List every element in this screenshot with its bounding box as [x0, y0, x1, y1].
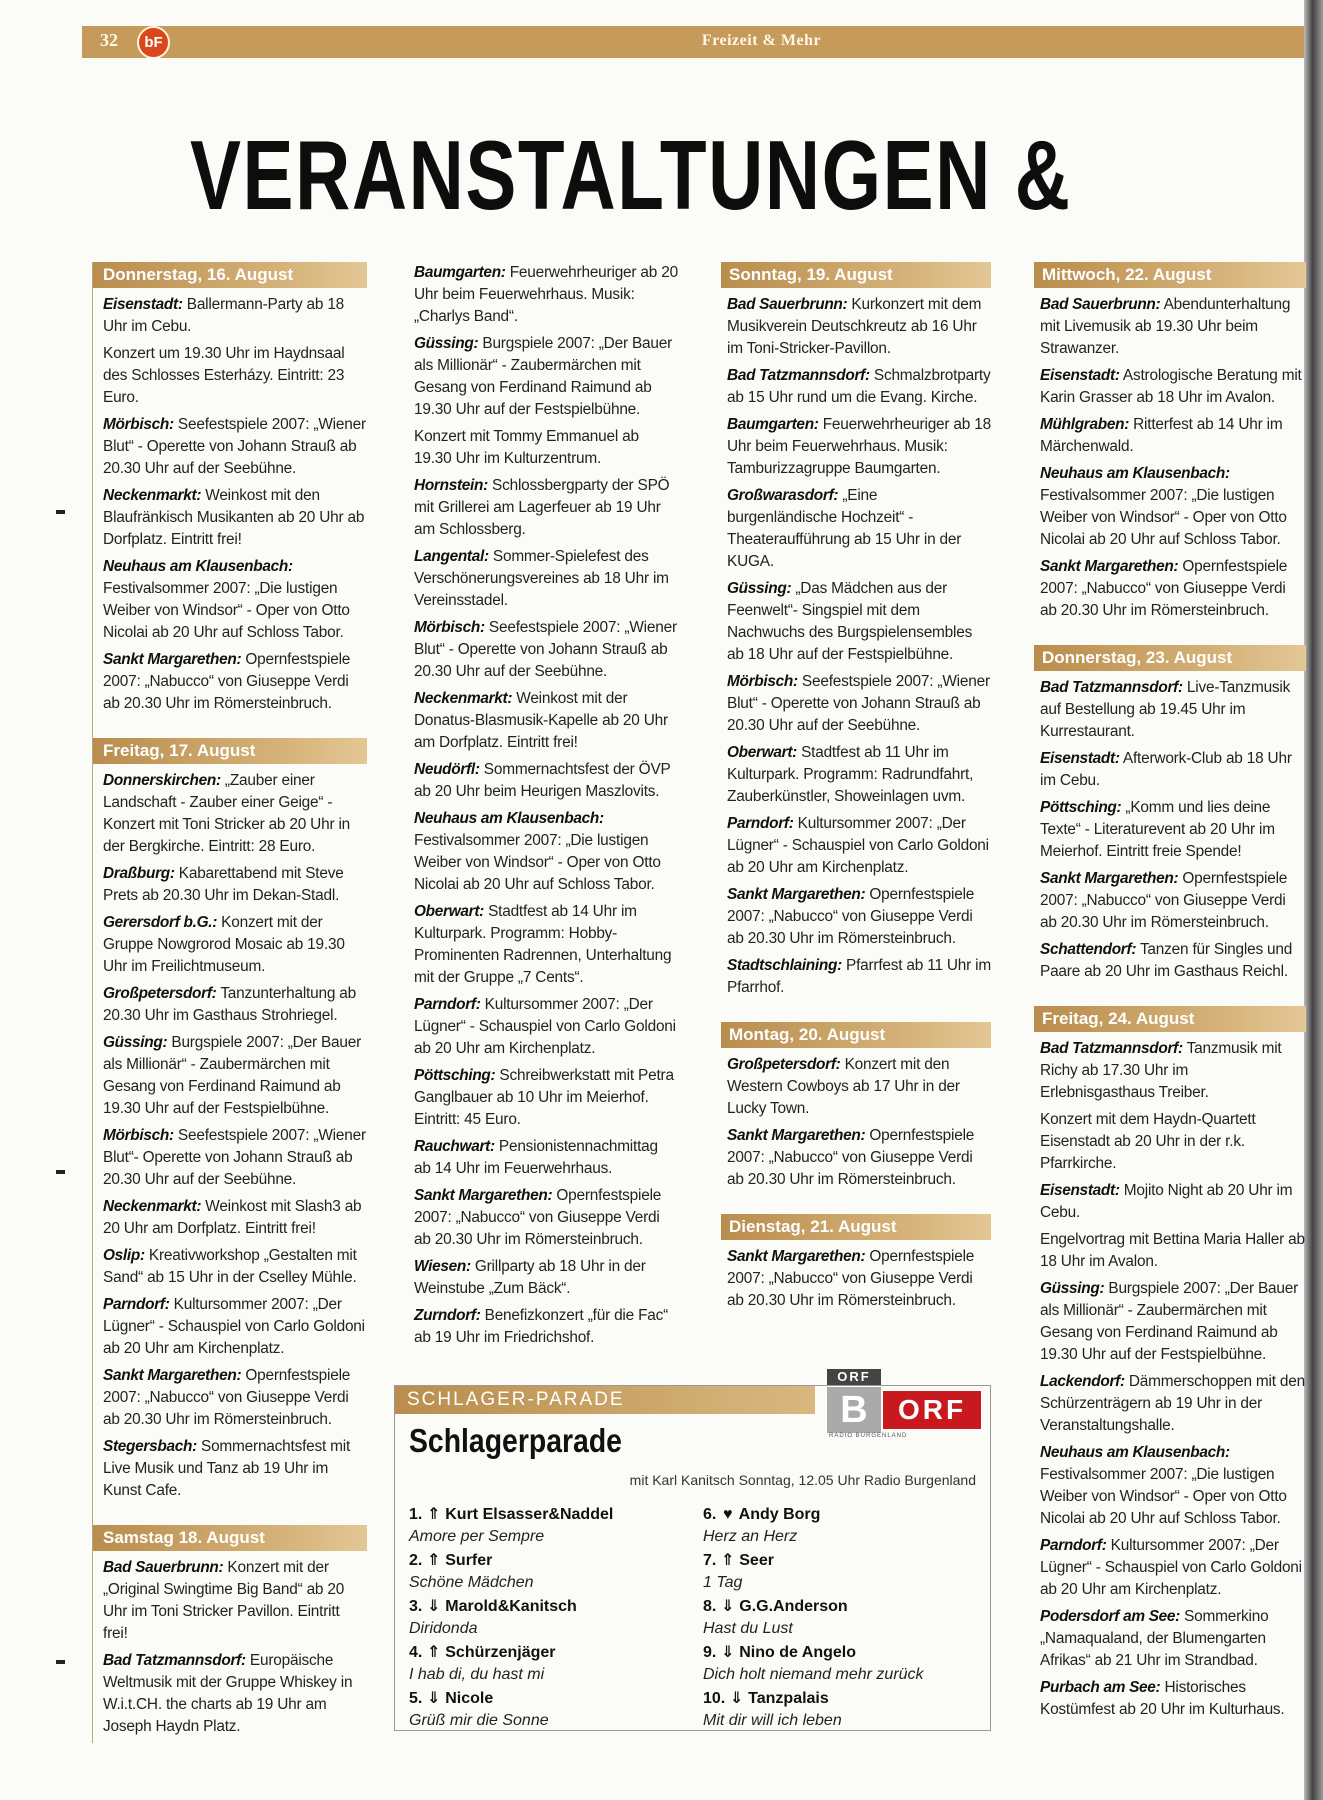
chart-artist: Kurt Elsasser&Naddel: [445, 1506, 614, 1523]
event-text: Pfarrfest ab 11 Uhr im Pfarrhof.: [727, 957, 991, 996]
event-entry: [1040, 1677, 1306, 1721]
event-text: „Eine burgenländische Hochzeit“ - Theateraufführung ab 15 Uhr in der KUGA.: [727, 487, 962, 570]
event-text: Seefestspiele 2007: „Wiener Blut“- Operette von Johann Strauß ab 20.30 Uhr auf der Seebühne.: [103, 1127, 366, 1188]
day-heading: Donnerstag, 16. August: [93, 262, 367, 288]
chart-entry-artist-line: [409, 1596, 689, 1618]
event-place: Baumgarten:: [414, 264, 506, 281]
event-text: Opernfestspiele 2007: „Nabucco“ von Giuseppe Verdi ab 20.30 Uhr im Römersteinbruch.: [727, 1127, 975, 1188]
page-number: 32: [100, 30, 118, 50]
chart-song: 1 Tag: [703, 1574, 743, 1591]
chart-entry-artist-line: [703, 1596, 983, 1618]
event-text: Festivalsommer 2007: „Die lustigen Weiber von Windsor“ - Oper von Otto Nicolai ab 20 Uhr auf Schloss Tabor.: [1040, 1466, 1287, 1527]
event-entry: [103, 1245, 367, 1289]
event-place: Parndorf:: [103, 1296, 170, 1313]
event-entry: [103, 912, 367, 978]
day-heading: Samstag 18. August: [93, 1525, 367, 1551]
event-entry: [727, 414, 991, 480]
event-entry: [103, 649, 367, 715]
trend-arrow-icon: ⇓: [427, 1598, 441, 1615]
event-entry: [1040, 463, 1306, 551]
event-place: Großpetersdorf:: [727, 1056, 841, 1073]
event-place: Draßburg:: [103, 865, 175, 882]
event-text: Live-Tanzmusik auf Bestellung ab 19.45 Uhr im Kurrestaurant.: [1040, 679, 1291, 740]
event-place: Parndorf:: [727, 815, 794, 832]
block-spacer: [1040, 627, 1306, 645]
margin-mark: [56, 1660, 65, 1664]
event-text: Kreativworkshop „Gestalten mit Sand“ ab 15 Uhr in der Cselley Mühle.: [103, 1247, 357, 1286]
event-place: Podersdorf am See:: [1040, 1608, 1180, 1625]
event-entry: [1040, 868, 1306, 934]
orf-logo-top: ORF: [827, 1369, 881, 1385]
schlager-subtitle: mit Karl Kanitsch Sonntag, 12.05 Uhr Radio Burgenland: [629, 1472, 976, 1488]
event-entry: [727, 485, 991, 573]
event-text: Opernfestspiele 2007: „Nabucco“ von Giuseppe Verdi ab 20.30 Uhr im Römersteinbruch.: [727, 1248, 975, 1309]
event-entry: [103, 1436, 367, 1502]
event-entry: [727, 1246, 991, 1312]
event-entry: [727, 578, 991, 666]
event-entry: [727, 884, 991, 950]
schlager-parade-box: [394, 1369, 991, 1731]
event-text: Feuerwehrheuriger ab 18 Uhr beim Feuerwehrhaus. Musik: Tamburizzagruppe Baumgarten.: [727, 416, 991, 477]
chart-list-right: [703, 1504, 983, 1734]
event-entry: [1040, 1038, 1306, 1104]
event-place: Sankt Margarethen:: [1040, 558, 1179, 575]
chart-entry-artist-line: [703, 1642, 983, 1664]
chart-rank: 3.: [409, 1598, 423, 1615]
chart-song: Herz an Herz: [703, 1528, 798, 1545]
chart-entry: [409, 1550, 689, 1596]
chart-artist: Marold&Kanitsch: [445, 1598, 577, 1615]
event-text: Tanzunterhaltung ab 20.30 Uhr im Gasthaus Strohriegel.: [103, 985, 356, 1024]
event-entry: [1040, 1278, 1306, 1366]
event-text: Pensionistennachmittag ab 14 Uhr im Feuerwehrhaus.: [414, 1138, 658, 1177]
page-binding: [1304, 0, 1323, 1800]
chart-artist: Tanzpalais: [748, 1690, 829, 1707]
chart-rank: 5.: [409, 1690, 423, 1707]
trend-arrow-icon: ⇓: [721, 1598, 735, 1615]
event-entry: [1040, 677, 1306, 743]
event-place: Donnerskirchen:: [103, 772, 221, 789]
event-text: Opernfestspiele 2007: „Nabucco“ von Giuseppe Verdi ab 20.30 Uhr im Römersteinbruch.: [103, 651, 351, 712]
event-text: Opernfestspiele 2007: „Nabucco“ von Giuseppe Verdi ab 20.30 Uhr im Römersteinbruch.: [103, 1367, 351, 1428]
event-entry: [414, 1185, 678, 1251]
orf-logo-caption: RADIO BURGENLAND: [829, 1433, 908, 1439]
event-text: Sommerkino „Namaqualand, der Blumengarten Afrikas“ ab 21 Uhr im Strandbad.: [1040, 1608, 1269, 1669]
event-place: Pöttsching:: [414, 1067, 496, 1084]
event-entry: [727, 813, 991, 879]
event-text: Schlossbergparty der SPÖ mit Grillerei am Lagerfeuer ab 19 Uhr am Schlossberg.: [414, 477, 670, 538]
event-place: Wiesen:: [414, 1258, 471, 1275]
event-entry: [1040, 748, 1306, 792]
orf-logo-letter: B: [827, 1387, 881, 1433]
event-place: Neuhaus am Klausenbach:: [1040, 1444, 1230, 1461]
event-text: Festivalsommer 2007: „Die lustigen Weiber von Windsor“ - Oper von Otto Nicolai ab 20 Uhr auf Schloss Tabor.: [1040, 487, 1287, 548]
event-text: Schreibwerkstatt mit Petra Ganglbauer ab 10 Uhr im Meierhof. Eintritt: 45 Euro.: [414, 1067, 674, 1128]
event-entry: [103, 556, 367, 644]
event-entry: [1040, 1180, 1306, 1224]
chart-artist: Seer: [739, 1552, 774, 1569]
chart-rank: 9.: [703, 1644, 717, 1661]
event-text: Sommer-Spielefest des Verschönerungsvereines ab 18 Uhr im Vereinsstadel.: [414, 548, 669, 609]
event-place: Bad Tatzmannsdorf:: [727, 367, 870, 384]
chart-artist: Nino de Angelo: [739, 1644, 856, 1661]
event-entry: [727, 1054, 991, 1120]
event-place: Mörbisch:: [414, 619, 485, 636]
block-spacer: [103, 720, 367, 738]
event-place: Mühlgraben:: [1040, 416, 1130, 433]
event-text: Burgspiele 2007: „Der Bauer als Millionär“ - Zaubermärchen mit Gesang von Ferdinand Raimund ab 19.30 Uhr auf der Festspielbühne.: [414, 335, 673, 418]
chart-rank: 1.: [409, 1506, 423, 1523]
chart-artist: G.G.Anderson: [739, 1598, 848, 1615]
event-entry: [103, 983, 367, 1027]
event-place: Bad Tatzmannsdorf:: [1040, 1040, 1183, 1057]
chart-entry-artist-line: [409, 1688, 689, 1710]
event-text: Kultursommer 2007: „Der Lügner“ - Schauspiel von Carlo Goldoni ab 20 Uhr am Kirchenplatz.: [103, 1296, 365, 1357]
event-text: Konzert mit der „Original Swingtime Big Band“ ab 20 Uhr im Toni Stricker Pavillon. Eintritt frei!: [103, 1559, 345, 1642]
event-entry: [1040, 797, 1306, 863]
event-place: Stadtschlaining:: [727, 957, 842, 974]
event-place: Lackendorf:: [1040, 1373, 1125, 1390]
chart-rank: 2.: [409, 1552, 423, 1569]
event-entry: [103, 1650, 367, 1738]
chart-entry-artist-line: [703, 1504, 983, 1526]
chart-entry: [703, 1596, 983, 1642]
chart-song: Amore per Sempre: [409, 1528, 545, 1545]
event-text: Weinkost mit Slash3 ab 20 Uhr am Dorfplatz. Eintritt frei!: [103, 1198, 362, 1237]
chart-entry: [703, 1688, 983, 1734]
event-text: Opernfestspiele 2007: „Nabucco“ von Giuseppe Verdi ab 20.30 Uhr im Römersteinbruch.: [1040, 870, 1288, 931]
chart-song: Diridonda: [409, 1620, 478, 1637]
event-text: Konzert mit der Gruppe Nowgrorod Mosaic ab 19.30 Uhr im Freilichtmuseum.: [103, 914, 345, 975]
chart-list-left: [409, 1504, 689, 1734]
event-text: Stadtfest ab 14 Uhr im Kulturpark. Programm: Hobby-Prominenten Radrennen, Unterhaltung mit der Gruppe „7 Cents“.: [414, 903, 672, 986]
day-heading: Mittwoch, 22. August: [1034, 262, 1306, 288]
event-place: Mörbisch:: [103, 1127, 174, 1144]
chart-artist: Schürzenjäger: [445, 1644, 556, 1661]
event-place: Bad Sauerbrunn:: [1040, 296, 1161, 313]
event-entry: [1040, 365, 1306, 409]
event-entry: [727, 742, 991, 808]
chart-entry-artist-line: [409, 1642, 689, 1664]
event-place: Sankt Margarethen:: [103, 651, 242, 668]
event-place: Neuhaus am Klausenbach:: [103, 558, 293, 575]
event-text: Konzert um 19.30 Uhr im Haydnsaal des Schlosses Esterházy. Eintritt: 23 Euro.: [103, 345, 345, 406]
trend-arrow-icon: ⇑: [427, 1644, 441, 1661]
chart-song: Dich holt niemand mehr zurück: [703, 1666, 924, 1683]
event-text: Burgspiele 2007: „Der Bauer als Millionär“ - Zaubermärchen mit Gesang von Ferdinand Raimund ab 19.30 Uhr auf der Festspielbühne.: [1040, 1280, 1299, 1363]
event-text: Engelvortrag mit Bettina Maria Haller ab 18 Uhr im Avalon.: [1040, 1231, 1305, 1270]
event-text: Stadtfest ab 11 Uhr im Kulturpark. Programm: Radrundfahrt, Zauberkünstler, Showeinlagen uvm.: [727, 744, 974, 805]
event-entry: [103, 1557, 367, 1645]
event-entry: [414, 759, 678, 803]
chart-entry: [409, 1688, 689, 1734]
event-place: Güssing:: [727, 580, 792, 597]
event-text: Opernfestspiele 2007: „Nabucco“ von Giuseppe Verdi ab 20.30 Uhr im Römersteinbruch.: [414, 1187, 662, 1248]
event-place: Oberwart:: [727, 744, 797, 761]
event-place: Sankt Margarethen:: [414, 1187, 553, 1204]
event-entry: [1040, 939, 1306, 983]
event-entry: [103, 1032, 367, 1120]
schlager-title: Schlagerparade: [409, 1422, 622, 1459]
event-entry: [414, 475, 678, 541]
chart-entry: [703, 1642, 983, 1688]
chart-song: Mit dir will ich leben: [703, 1712, 842, 1729]
event-place: Pöttsching:: [1040, 799, 1122, 816]
event-text: Konzert mit den Western Cowboys ab 17 Uhr in der Lucky Town.: [727, 1056, 960, 1117]
trend-arrow-icon: ⇓: [427, 1690, 441, 1707]
orf-logo-icon: [827, 1369, 987, 1441]
event-entry: [103, 343, 367, 409]
event-text: Mojito Night ab 20 Uhr im Cebu.: [1040, 1182, 1293, 1221]
block-spacer: [727, 1004, 991, 1022]
events-column-3: [727, 262, 991, 1317]
event-entry: [414, 994, 678, 1060]
chart-rank: 10.: [703, 1690, 726, 1707]
event-place: Parndorf:: [414, 996, 481, 1013]
event-place: Mörbisch:: [727, 673, 798, 690]
event-entry: [414, 901, 678, 989]
event-text: Ritterfest ab 14 Uhr im Märchenwald.: [1040, 416, 1283, 455]
trend-arrow-icon: ⇑: [427, 1506, 441, 1523]
event-place: Großpetersdorf:: [103, 985, 217, 1002]
chart-entry-artist-line: [703, 1550, 983, 1572]
event-entry: [727, 294, 991, 360]
event-text: Kultursommer 2007: „Der Lügner“ - Schauspiel von Carlo Goldoni ab 20 Uhr am Kirchenplatz.: [727, 815, 989, 876]
event-entry: [414, 617, 678, 683]
event-place: Hornstein:: [414, 477, 488, 494]
event-place: Bad Sauerbrunn:: [103, 1559, 224, 1576]
day-heading: Sonntag, 19. August: [721, 262, 991, 288]
event-place: Zurndorf:: [414, 1307, 481, 1324]
chart-rank: 7.: [703, 1552, 717, 1569]
chart-entry-artist-line: [703, 1688, 983, 1710]
chart-entry: [703, 1550, 983, 1596]
chart-entry: [409, 1642, 689, 1688]
event-entry: [1040, 1109, 1306, 1175]
event-text: Opernfestspiele 2007: „Nabucco“ von Giuseppe Verdi ab 20.30 Uhr im Römersteinbruch.: [727, 886, 975, 947]
event-place: Neckenmarkt:: [103, 487, 202, 504]
event-entry: [103, 863, 367, 907]
event-place: Güssing:: [414, 335, 479, 352]
event-place: Güssing:: [1040, 1280, 1105, 1297]
event-place: Sankt Margarethen:: [727, 886, 866, 903]
chart-artist: Nicole: [445, 1690, 494, 1707]
chart-song: I hab di, du hast mi: [409, 1666, 545, 1683]
event-text: Festivalsommer 2007: „Die lustigen Weiber von Windsor“ - Oper von Otto Nicolai ab 20 Uhr auf Schloss Tabor.: [414, 832, 661, 893]
event-place: Oslip:: [103, 1247, 145, 1264]
event-text: „Das Mädchen aus der Feenwelt“- Singspiel mit dem Nachwuchs des Burgspielensembles ab 18 Uhr auf der Festspielbühne.: [727, 580, 973, 663]
event-place: Eisenstadt:: [1040, 367, 1120, 384]
event-place: Sankt Margarethen:: [727, 1248, 866, 1265]
event-place: Parndorf:: [1040, 1537, 1107, 1554]
event-place: Neckenmarkt:: [414, 690, 513, 707]
event-text: Seefestspiele 2007: „Wiener Blut“ - Operette von Johann Strauß ab 20.30 Uhr auf der Seebühne.: [727, 673, 990, 734]
event-entry: [727, 1125, 991, 1191]
event-entry: [727, 671, 991, 737]
block-spacer: [727, 1196, 991, 1214]
event-entry: [103, 1196, 367, 1240]
event-text: Grillparty ab 18 Uhr in der Weinstube „Zum Bäck“.: [414, 1258, 646, 1297]
event-place: Neuhaus am Klausenbach:: [1040, 465, 1230, 482]
event-entry: [414, 808, 678, 896]
event-entry: [727, 955, 991, 999]
event-place: Eisenstadt:: [1040, 1182, 1120, 1199]
event-entry: [414, 688, 678, 754]
event-text: Kabarettabend mit Steve Prets ab 20.30 Uhr im Dekan-Stadl.: [103, 865, 344, 904]
margin-mark: [56, 510, 65, 514]
event-text: Festivalsommer 2007: „Die lustigen Weiber von Windsor“ - Oper von Otto Nicolai ab 20 Uhr auf Schloss Tabor.: [103, 580, 350, 641]
event-place: Langental:: [414, 548, 489, 565]
event-text: Seefestspiele 2007: „Wiener Blut“ - Operette von Johann Strauß ab 20.30 Uhr auf der Seebühne.: [103, 416, 366, 477]
event-entry: [1040, 1371, 1306, 1437]
event-entry: [414, 546, 678, 612]
chart-entry: [409, 1504, 689, 1550]
event-place: Purbach am See:: [1040, 1679, 1161, 1696]
event-entry: [727, 365, 991, 409]
trend-arrow-icon: ⇓: [721, 1644, 735, 1661]
chart-rank: 4.: [409, 1644, 423, 1661]
event-place: Stegersbach:: [103, 1438, 197, 1455]
section-title: Freizeit & Mehr: [701, 32, 822, 49]
events-column-1: [92, 262, 367, 1743]
block-spacer: [103, 1507, 367, 1525]
chart-rank: 6.: [703, 1506, 717, 1523]
event-entry: [1040, 1535, 1306, 1601]
margin-mark: [56, 1170, 65, 1174]
trend-arrow-icon: ♥: [723, 1506, 733, 1523]
event-entry: [103, 770, 367, 858]
event-place: Großwarasdorf:: [727, 487, 839, 504]
event-text: Burgspiele 2007: „Der Bauer als Millionär“ - Zaubermärchen mit Gesang von Ferdinand Raimund ab 19.30 Uhr auf der Festspielbühne.: [103, 1034, 362, 1117]
chart-song: Schöne Mädchen: [409, 1574, 534, 1591]
event-place: Oberwart:: [414, 903, 484, 920]
event-entry: [103, 1125, 367, 1191]
event-place: Gerersdorf b.G.:: [103, 914, 218, 931]
schlager-banner: SCHLAGER-PARADE: [395, 1386, 815, 1414]
event-entry: [1040, 556, 1306, 622]
event-text: Kultursommer 2007: „Der Lügner“ - Schauspiel von Carlo Goldoni ab 20 Uhr am Kirchenplatz.: [414, 996, 676, 1057]
event-text: Sommernachtsfest der ÖVP ab 20 Uhr beim Heurigen Maszlovits.: [414, 761, 671, 800]
events-column-2: [414, 262, 678, 1354]
event-place: Eisenstadt:: [1040, 750, 1120, 767]
event-entry: [1040, 414, 1306, 458]
event-entry: [414, 1136, 678, 1180]
event-place: Neudörfl:: [414, 761, 480, 778]
chart-song: Hast du Lust: [703, 1620, 793, 1637]
event-place: Sankt Margarethen:: [1040, 870, 1179, 887]
page-headline: VERANSTALTUNGEN &: [190, 120, 1072, 230]
event-entry: [1040, 1442, 1306, 1530]
event-place: Mörbisch:: [103, 416, 174, 433]
event-text: „Zauber einer Landschaft - Zauber einer Geige“ - Konzert mit Toni Stricker ab 20 Uhr in der Bergkirche. Eintritt: 28 Euro.: [103, 772, 351, 855]
trend-arrow-icon: ⇑: [427, 1552, 441, 1569]
event-entry: [414, 262, 678, 328]
event-entry: [103, 1294, 367, 1360]
event-text: Schmalzbrotparty ab 15 Uhr rund um die Evang. Kirche.: [727, 367, 991, 406]
day-heading: Montag, 20. August: [721, 1022, 991, 1048]
chart-artist: Andy Borg: [738, 1506, 821, 1523]
event-place: Bad Sauerbrunn:: [727, 296, 848, 313]
chart-song: Grüß mir die Sonne: [409, 1712, 549, 1729]
event-text: Opernfestspiele 2007: „Nabucco“ von Giuseppe Verdi ab 20.30 Uhr im Römersteinbruch.: [1040, 558, 1288, 619]
event-place: Schattendorf:: [1040, 941, 1137, 958]
event-text: Europäische Weltmusik mit der Gruppe Whiskey in W.i.t.CH. the charts ab 19 Uhr am Joseph Haydn Platz.: [103, 1652, 353, 1735]
day-heading: Donnerstag, 23. August: [1034, 645, 1306, 671]
chart-entry: [703, 1504, 983, 1550]
chart-entry-artist-line: [409, 1504, 689, 1526]
event-text: Afterwork-Club ab 18 Uhr im Cebu.: [1040, 750, 1292, 789]
event-text: Sommernachtsfest mit Live Musik und Tanz ab 19 Uhr im Kunst Cafe.: [103, 1438, 351, 1499]
event-text: Konzert mit Tommy Emmanuel ab 19.30 Uhr im Kulturzentrum.: [414, 428, 639, 467]
event-place: Neuhaus am Klausenbach:: [414, 810, 604, 827]
event-place: Bad Tatzmannsdorf:: [103, 1652, 246, 1669]
chart-artist: Surfer: [445, 1552, 493, 1569]
event-text: Weinkost mit den Blaufränkisch Musikanten ab 20 Uhr ab Dorfplatz. Eintritt frei!: [103, 487, 365, 548]
event-entry: [103, 485, 367, 551]
events-column-4: [1040, 262, 1306, 1726]
orf-logo-brand: ORF: [883, 1391, 981, 1429]
event-text: Dämmerschoppen mit den Schürzenträgern ab 19 Uhr in der Veranstaltungshalle.: [1040, 1373, 1305, 1434]
event-entry: [414, 1065, 678, 1131]
chart-rank: 8.: [703, 1598, 717, 1615]
event-text: Konzert mit dem Haydn-Quartett Eisenstadt ab 20 Uhr in der r.k. Pfarrkirche.: [1040, 1111, 1256, 1172]
event-text: Feuerwehrheuriger ab 20 Uhr beim Feuerwehrhaus. Musik: „Charlys Band“.: [414, 264, 678, 325]
event-text: Tanzmusik mit Richy ab 17.30 Uhr im Erlebnisgasthaus Treiber.: [1040, 1040, 1282, 1101]
magazine-logo-icon: bF: [137, 26, 170, 59]
event-entry: [414, 1305, 678, 1349]
event-place: Rauchwart:: [414, 1138, 495, 1155]
event-text: Astrologische Beratung mit Karin Grasser ab 18 Uhr im Avalon.: [1040, 367, 1302, 406]
event-entry: [103, 294, 367, 338]
event-place: Eisenstadt:: [103, 296, 183, 313]
block-spacer: [1040, 988, 1306, 1006]
event-text: „Komm und lies deine Texte“ - Literaturevent ab 20 Uhr im Meierhof. Eintritt freie Spende!: [1040, 799, 1275, 860]
event-text: Weinkost mit der Donatus-Blasmusik-Kapelle ab 20 Uhr am Dorfplatz. Eintritt frei!: [414, 690, 668, 751]
event-text: Kurkonzert mit dem Musikverein Deutschkreutz ab 16 Uhr im Toni-Stricker-Pavillon.: [727, 296, 982, 357]
event-place: Güssing:: [103, 1034, 168, 1051]
day-heading: Freitag, 24. August: [1034, 1006, 1306, 1032]
event-text: Historisches Kostümfest ab 20 Uhr im Kulturhaus.: [1040, 1679, 1285, 1718]
chart-entry: [409, 1596, 689, 1642]
trend-arrow-icon: ⇓: [730, 1690, 744, 1707]
event-entry: [103, 1365, 367, 1431]
event-text: Kultursommer 2007: „Der Lügner“ - Schauspiel von Carlo Goldoni ab 20 Uhr am Kirchenplatz.: [1040, 1537, 1302, 1598]
event-entry: [414, 1256, 678, 1300]
event-entry: [1040, 294, 1306, 360]
event-text: Ballermann-Party ab 18 Uhr im Cebu.: [103, 296, 345, 335]
event-entry: [414, 333, 678, 421]
event-text: Abendunterhaltung mit Livemusik ab 19.30 Uhr beim Strawanzer.: [1040, 296, 1291, 357]
event-place: Baumgarten:: [727, 416, 819, 433]
event-entry: [1040, 1606, 1306, 1672]
event-text: Tanzen für Singles und Paare ab 20 Uhr im Gasthaus Reichl.: [1040, 941, 1293, 980]
trend-arrow-icon: ⇑: [721, 1552, 735, 1569]
event-entry: [414, 426, 678, 470]
day-heading: Freitag, 17. August: [93, 738, 367, 764]
event-entry: [1040, 1229, 1306, 1273]
event-place: Sankt Margarethen:: [103, 1367, 242, 1384]
event-entry: [103, 414, 367, 480]
day-heading: Dienstag, 21. August: [721, 1214, 991, 1240]
event-text: Benefizkonzert „für die Fac“ ab 19 Uhr im Friedrichshof.: [414, 1307, 669, 1346]
event-place: Neckenmarkt:: [103, 1198, 202, 1215]
event-place: Sankt Margarethen:: [727, 1127, 866, 1144]
chart-entry-artist-line: [409, 1550, 689, 1572]
event-place: Bad Tatzmannsdorf:: [1040, 679, 1183, 696]
event-text: Seefestspiele 2007: „Wiener Blut“ - Operette von Johann Strauß ab 20.30 Uhr auf der Seebühne.: [414, 619, 677, 680]
